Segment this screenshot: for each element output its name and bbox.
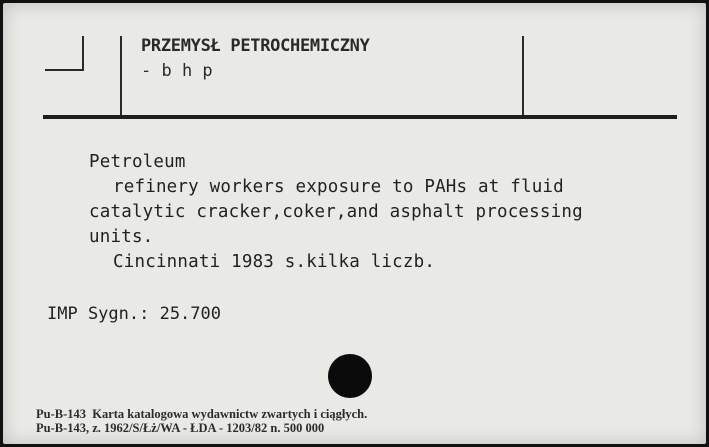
corner-mark — [45, 36, 84, 71]
catalog-card — [3, 3, 706, 444]
entry-imprint: Cincinnati 1983 s.kilka liczb. — [113, 252, 436, 272]
subject-subdivision: - b h p — [141, 61, 213, 81]
footer-line-1: Pu-B-143 Karta katalogowa wydawnictw zwartych i ciągłych. — [36, 407, 368, 421]
entry-title-line-3: units. — [89, 227, 154, 247]
header-divider-right — [522, 36, 524, 116]
entry-title-line-1: refinery workers exposure to PAHs at fluid — [113, 177, 564, 197]
entry-heading: Petroleum — [89, 152, 186, 172]
header-divider-left — [120, 36, 122, 116]
footer-line-2: Pu-B-143, z. 1962/S/Łż/WA - ŁDA - 1203/82 n. 500 000 — [36, 421, 325, 435]
subject-heading: PRZEMYSŁ PETROCHEMICZNY — [141, 36, 370, 56]
call-number: IMP Sygn.: 25.700 — [47, 304, 221, 324]
header-rule — [43, 115, 677, 119]
punch-hole — [328, 354, 372, 398]
entry-title-line-2: catalytic cracker,coker,and asphalt processing — [89, 202, 583, 222]
